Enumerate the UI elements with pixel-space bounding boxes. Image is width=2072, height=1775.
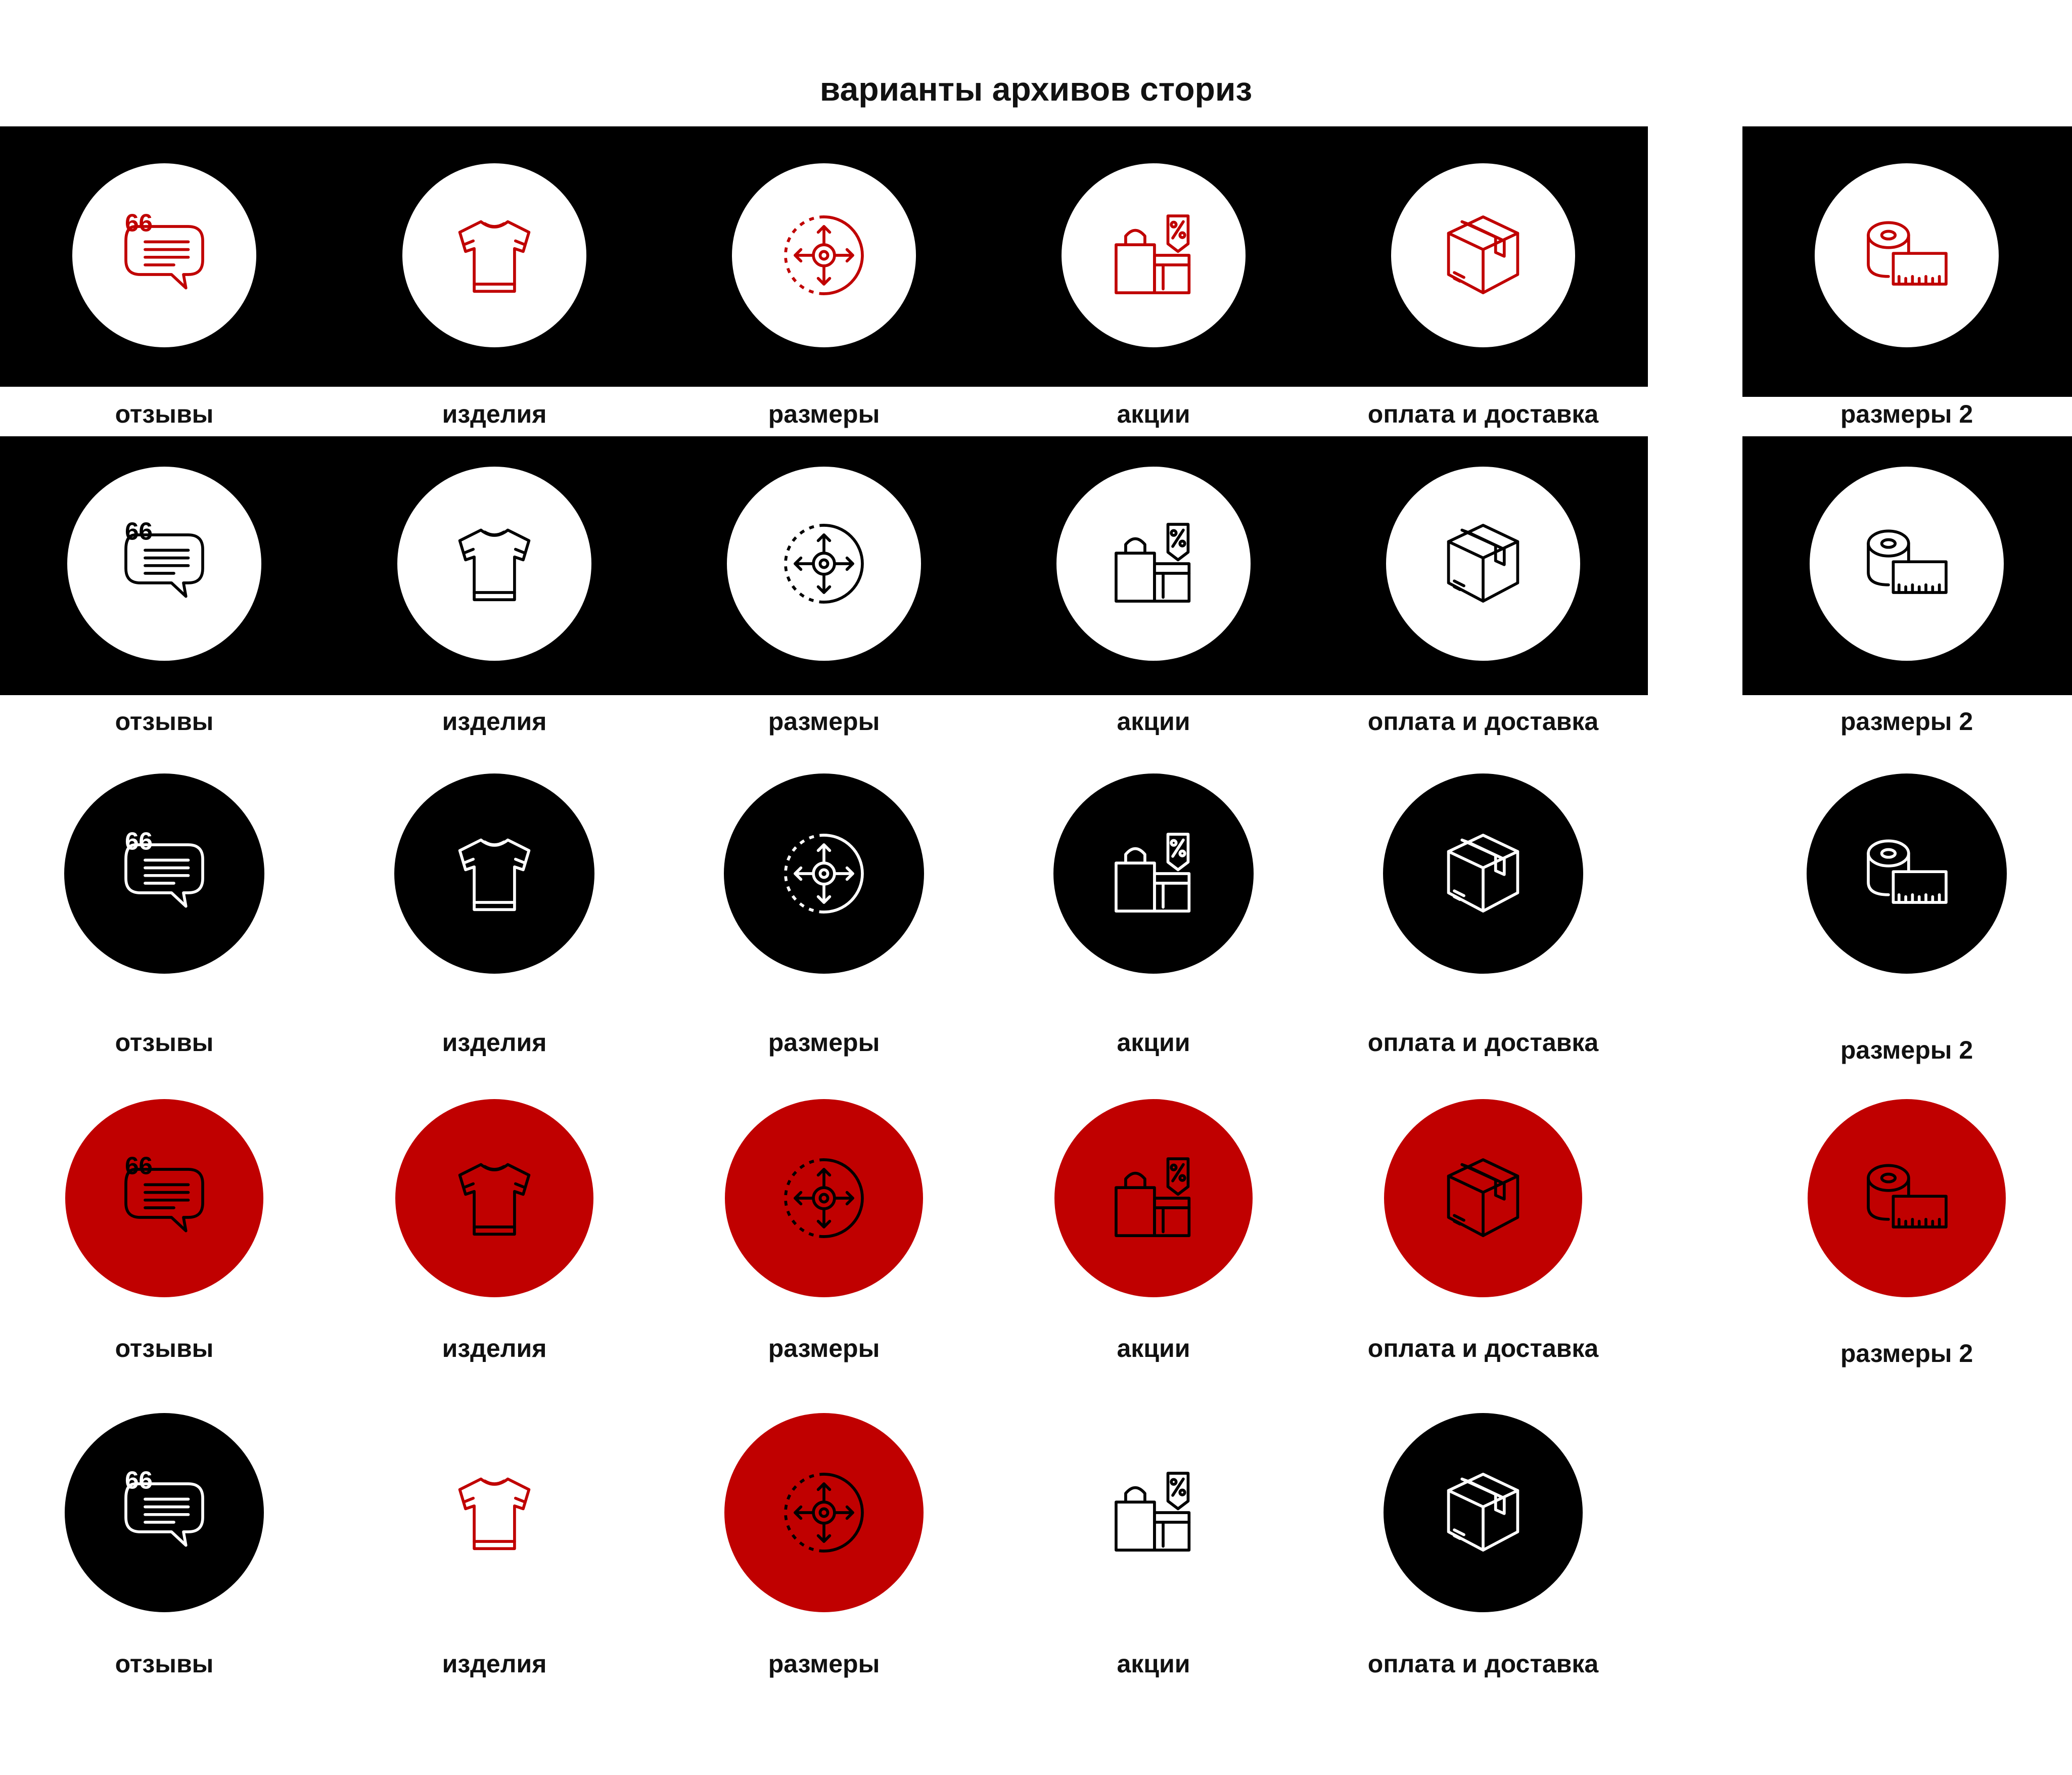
story-label-sizes: размеры <box>768 707 880 736</box>
story-label-reviews: отзывы <box>115 707 214 736</box>
story-label-delivery: оплата и доставка <box>1367 707 1599 736</box>
story-highlight-sizes2[interactable] <box>1807 773 2007 974</box>
story-label-products: изделия <box>442 1334 547 1362</box>
story-label-delivery: оплата и доставка <box>1367 1650 1599 1678</box>
story-highlight-products[interactable] <box>395 1413 594 1612</box>
story-highlight-delivery[interactable] <box>1386 467 1580 661</box>
svg-text:66: 66 <box>125 517 153 545</box>
story-highlight-products[interactable] <box>397 467 591 661</box>
story-label-sales: акции <box>1117 1028 1190 1057</box>
story-highlight-sales[interactable] <box>1062 163 1246 347</box>
story-highlight-reviews[interactable] <box>67 467 261 661</box>
story-highlight-sizes[interactable] <box>727 467 921 661</box>
story-highlight-sizes[interactable] <box>725 1099 923 1297</box>
story-highlight-reviews[interactable] <box>72 163 256 347</box>
story-label-sizes: размеры <box>768 400 880 428</box>
story-highlight-sales[interactable] <box>1056 467 1251 661</box>
story-label-sizes: размеры <box>768 1650 880 1678</box>
story-label-products: изделия <box>442 1650 547 1678</box>
story-highlight-sales[interactable] <box>1053 773 1254 974</box>
story-label-sales: акции <box>1117 1334 1190 1362</box>
story-highlight-products[interactable] <box>402 163 586 347</box>
story-highlight-delivery[interactable] <box>1383 773 1583 974</box>
story-label-sales: акции <box>1117 707 1190 736</box>
story-label-sizes2: размеры 2 <box>1840 400 1973 428</box>
story-label-reviews: отзывы <box>115 1334 214 1362</box>
story-label-products: изделия <box>442 707 547 736</box>
story-highlight-sizes[interactable] <box>724 773 924 974</box>
svg-text:66: 66 <box>125 827 153 855</box>
story-highlight-sales[interactable] <box>1054 1413 1253 1612</box>
story-label-reviews: отзывы <box>115 400 214 428</box>
story-label-delivery: оплата и доставка <box>1367 1334 1599 1362</box>
story-label-reviews: отзывы <box>115 1650 214 1678</box>
story-label-sizes2: размеры 2 <box>1840 1339 1973 1368</box>
story-label-sizes2: размеры 2 <box>1840 1036 1973 1064</box>
story-highlight-products[interactable] <box>394 773 594 974</box>
story-label-sizes2: размеры 2 <box>1840 707 1973 736</box>
story-label-delivery: оплата и доставка <box>1367 1028 1599 1057</box>
page-title: варианты архивов сториз <box>819 70 1253 108</box>
story-highlight-sizes2[interactable] <box>1808 1099 2006 1297</box>
story-label-products: изделия <box>442 400 547 428</box>
story-label-sizes: размеры <box>768 1334 880 1362</box>
story-highlight-reviews[interactable] <box>64 773 264 974</box>
story-label-sales: акции <box>1117 1650 1190 1678</box>
story-highlight-reviews[interactable] <box>65 1099 263 1297</box>
story-highlight-delivery[interactable] <box>1384 1099 1582 1297</box>
story-highlight-sizes2[interactable] <box>1815 163 1999 347</box>
svg-text:66: 66 <box>125 1466 153 1494</box>
svg-text:66: 66 <box>125 1152 153 1180</box>
story-label-sizes: размеры <box>768 1028 880 1057</box>
story-highlight-products[interactable] <box>395 1099 593 1297</box>
story-highlight-delivery[interactable] <box>1391 163 1575 347</box>
story-highlight-sales[interactable] <box>1054 1099 1253 1297</box>
story-highlight-sizes[interactable] <box>732 163 916 347</box>
story-highlight-reviews[interactable] <box>65 1413 264 1612</box>
story-highlight-sizes2[interactable] <box>1810 467 2004 661</box>
story-highlight-sizes[interactable] <box>724 1413 924 1612</box>
story-highlight-delivery[interactable] <box>1384 1413 1583 1612</box>
story-label-delivery: оплата и доставка <box>1367 400 1599 428</box>
story-label-reviews: отзывы <box>115 1028 214 1057</box>
story-label-products: изделия <box>442 1028 547 1057</box>
svg-text:66: 66 <box>125 209 153 237</box>
story-label-sales: акции <box>1117 400 1190 428</box>
